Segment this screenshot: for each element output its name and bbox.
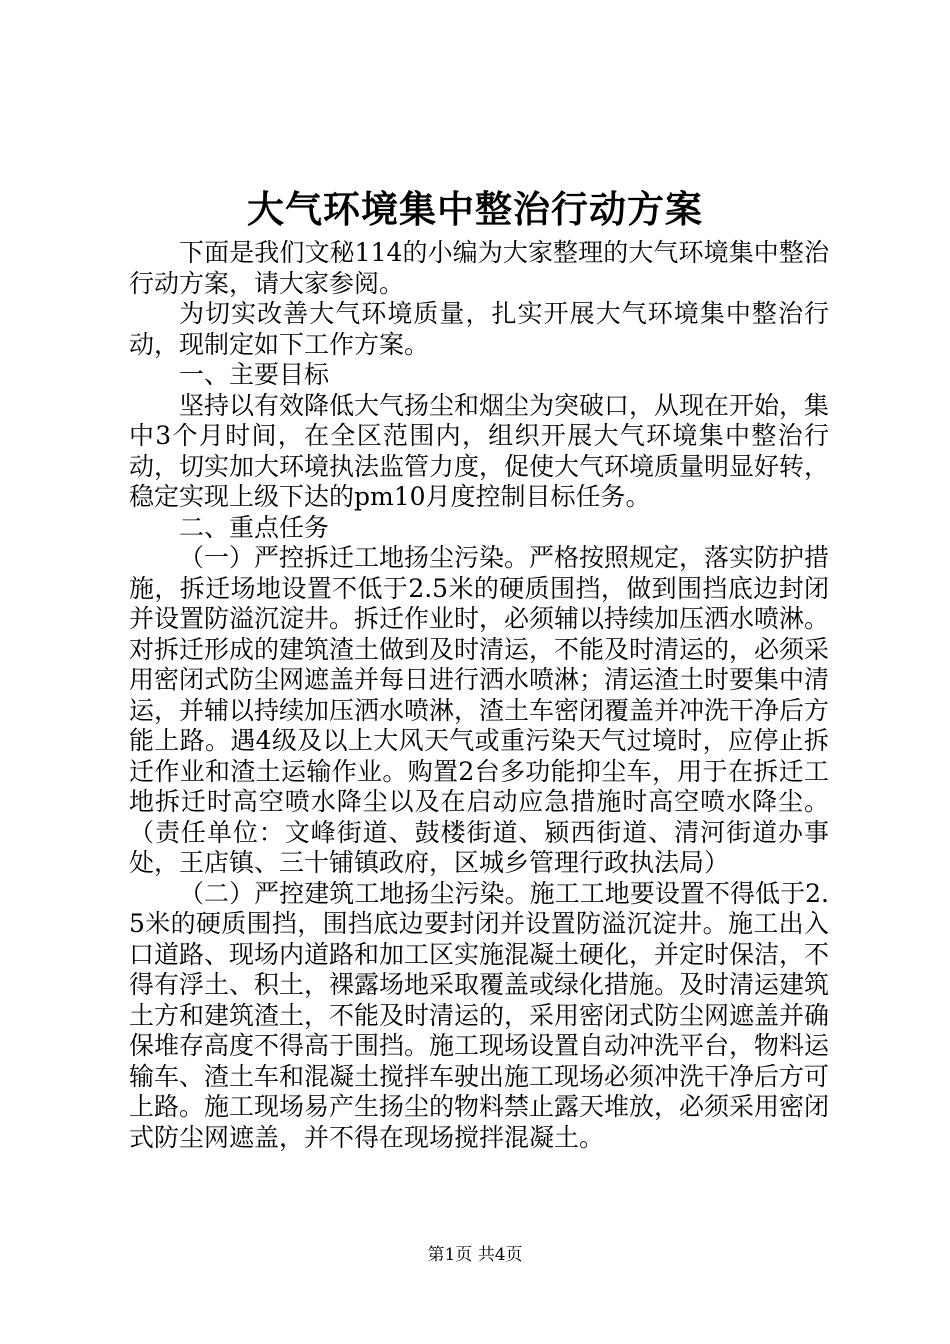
page-footer: 第1页 共4页 xyxy=(427,1245,523,1265)
task-item-demolition: （一）严控拆迁工地扬尘污染。严格按照规定，落实防护措施，拆迁场地设置不低于2.5米的硬质围挡，做到围挡底边封闭并设置防溢沉淀井。拆迁作业时，必须辅以持续加压洒水喷淋。对拆迁形成的建筑渣土做到及时清运，不能及时清运的，必须采用密闭式防尘网遮盖并每日进行洒水喷淋；清运渣土时要集中清运，并辅以持续加压洒水喷淋，渣土车密闭覆盖并冲洗干净后方能上路。遇4级及以上大风天气或重污染天气过境时，应停止拆迁作业和渣土运输作业。购置2台多功能抑尘车，用于在拆迁工地拆迁时高空喷水降尘以及在启动应急措施时高空喷水降尘。（责任单位：文峰街道、鼓楼街道、颍西街道、清河街道办事处，王店镇、三十铺镇政府，区城乡管理行政执法局） xyxy=(129,543,830,877)
purpose-paragraph: 为切实改善大气环境质量，扎实开展大气环境集中整治行动，现制定如下工作方案。 xyxy=(129,299,829,359)
goals-paragraph: 坚持以有效降低大气扬尘和烟尘为突破口，从现在开始，集中3个月时间，在全区范围内，组织开展大气环境集中整治行动，切实加大环境执法监管力度，促使大气环境质量明显好转，稳定实现上级下达的pm10月度控制目标任务。 xyxy=(129,390,830,511)
section-heading-tasks: 二、重点任务 xyxy=(179,512,330,542)
document-body xyxy=(129,238,829,1153)
document-title: 大气环境集中整治行动方案 xyxy=(247,187,703,231)
task-item-construction: （二）严控建筑工地扬尘污染。施工工地要设置不得低于2.5米的硬质围挡，围挡底边要封闭并设置防溢沉淀井。施工出入口道路、现场内道路和加工区实施混凝土硬化，并定时保洁，不得有浮土、积土，裸露场地采取覆盖或绿化措施。及时清运建筑土方和建筑渣土，不能及时清运的，采用密闭式防尘网遮盖并确保堆存高度不得高于围挡。施工现场设置自动冲洗平台，物料运输车、渣土车和混凝土搅拌车驶出施工现场必须冲洗干净后方可上路。施工现场易产生扬尘的物料禁止露天堆放，必须采用密闭式防尘网遮盖，并不得在现场搅拌混凝土。 xyxy=(129,878,830,1152)
intro-paragraph: 下面是我们文秘114的小编为大家整理的大气环境集中整治行动方案，请大家参阅。 xyxy=(129,238,829,298)
section-heading-goals: 一、主要目标 xyxy=(179,360,330,389)
